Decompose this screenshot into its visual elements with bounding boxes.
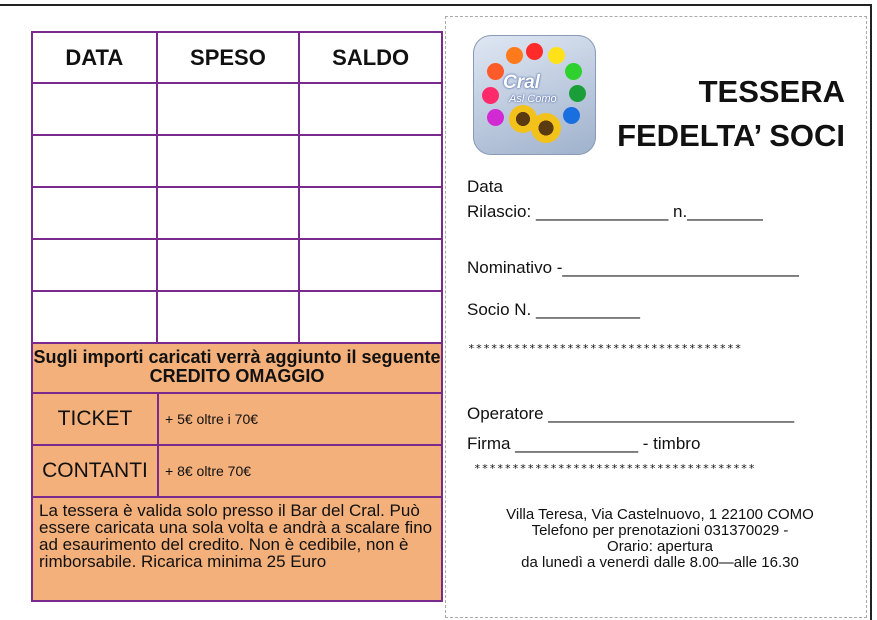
color-dot [565, 63, 582, 80]
rilascio-field[interactable]: Rilascio: ______________ n.________ [467, 202, 763, 221]
sunflower-icon [531, 113, 561, 143]
bonus-label: TICKET [33, 394, 159, 444]
ledger-table [31, 31, 443, 344]
socio-field[interactable]: Socio N. ___________ [467, 300, 640, 319]
table-cell[interactable] [157, 135, 300, 187]
bonus-value: + 5€ oltre i 70€ [165, 411, 259, 427]
bonus-row-ticket [31, 394, 443, 446]
table-cell[interactable] [299, 239, 442, 291]
table-row [32, 83, 442, 135]
header-saldo: SALDO [299, 32, 442, 83]
address-line: Villa Teresa, Via Castelnuovo, 1 22100 COMO [506, 506, 814, 523]
color-dot [482, 87, 499, 104]
right-border-line [870, 4, 872, 620]
header-data: DATA [32, 32, 157, 83]
ledger-header-row [32, 32, 442, 83]
color-dot [487, 109, 504, 126]
color-dot [563, 107, 580, 124]
table-cell[interactable] [299, 83, 442, 135]
logo-subtext: Asl Como [509, 93, 557, 105]
header-speso: SPESO [157, 32, 300, 83]
color-dot [487, 63, 504, 80]
operatore-field[interactable]: Operatore __________________________ [467, 404, 795, 423]
nominativo-field[interactable]: Nominativo -_________________________ [467, 258, 799, 277]
table-row [32, 187, 442, 239]
table-row [32, 135, 442, 187]
terms-text: La tessera è valida solo presso il Bar del Cral. Può essere caricata una sola volta e andrà a scalare fino ad esaurimento del credito. Non è cedibile, non è rimborsabile. Ricarica minima 25 Euro [31, 498, 443, 602]
table-cell[interactable] [32, 83, 157, 135]
logo-text: Cral [503, 72, 540, 93]
card-title-line1: TESSERA [698, 74, 845, 109]
table-cell[interactable] [157, 239, 300, 291]
firma-field[interactable]: Firma _____________ - timbro [467, 434, 701, 453]
ledger-panel [31, 31, 443, 602]
table-cell[interactable] [32, 187, 157, 239]
bonus-label: CONTANTI [33, 446, 159, 496]
card-title-line2: FEDELTA’ SOCI [617, 118, 845, 153]
table-cell[interactable] [299, 187, 442, 239]
color-dot [526, 43, 543, 60]
table-cell[interactable] [299, 291, 442, 343]
table-row [32, 291, 442, 343]
table-cell[interactable] [32, 135, 157, 187]
table-cell[interactable] [299, 135, 442, 187]
data-label: Data [467, 177, 503, 196]
bonus-note: Sugli importi caricati verrà aggiunto il seguente CREDITO OMAGGIO [31, 344, 443, 394]
color-dot [506, 47, 523, 64]
separator-stars: ************************************* [474, 462, 757, 475]
table-cell[interactable] [157, 83, 300, 135]
hours-line: da lunedì a venerdì dalle 8.00—alle 16.30 [521, 554, 799, 571]
card-title [617, 70, 845, 158]
color-dot [548, 47, 565, 64]
cral-logo [473, 35, 596, 155]
table-cell[interactable] [32, 239, 157, 291]
table-cell[interactable] [157, 291, 300, 343]
bonus-row-contanti [31, 446, 443, 498]
table-cell[interactable] [32, 291, 157, 343]
separator-stars: ************************************ [468, 342, 743, 355]
hours-label: Orario: apertura [607, 538, 713, 555]
phone-line: Telefono per prenotazioni 031370029 - [531, 522, 789, 539]
bonus-value: + 8€ oltre 70€ [165, 463, 252, 479]
color-dot [569, 85, 586, 102]
address-block [470, 507, 850, 571]
table-row [32, 239, 442, 291]
top-border-line [0, 4, 872, 6]
table-cell[interactable] [157, 187, 300, 239]
